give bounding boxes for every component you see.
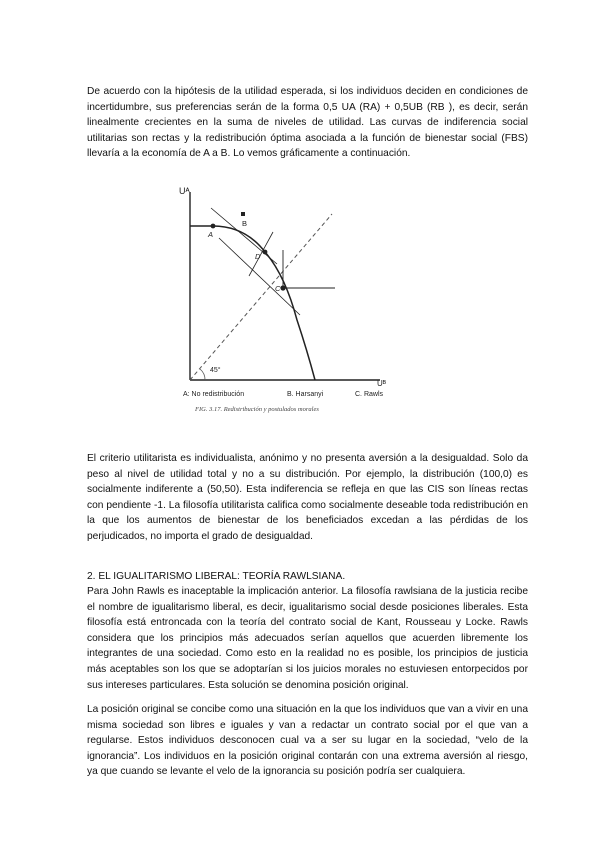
point-c-label: C [275, 284, 281, 293]
point-a-marker [211, 224, 216, 229]
legend-harsanyi: B. Harsanyi [287, 391, 324, 398]
paragraph-rawls-intro: Para John Rawls es inaceptable la implicación anterior. La filosofía rawlsiana de la justicia recibe el nombre de igualitarismo liberal, es decir, igualitarismo social desde posiciones liberales. Esta filosofía está entroncada con la teoría del contrato social de Kant, Rousseau y Locke. Rawls considera que los principios más adecuados serían aquellos que acuerden libremente los integrantes de una sociedad. Como esto en la realidad no es posible, los principios de justicia más aceptables son los que se adoptarían si los juicios morales no estuviesen entorpecidos por sus intereses particulares. Esta solución se denomina posición original. [87, 586, 528, 691]
point-b-marker [241, 212, 245, 216]
point-d-label: D [255, 252, 261, 261]
angle-label: 45° [210, 367, 221, 374]
angle-arc [200, 369, 205, 380]
x-axis-label: Uᴮ [377, 379, 387, 388]
figure-redistribution [175, 180, 405, 425]
utility-frontier-curve [190, 226, 315, 380]
tangent-line-b [211, 208, 277, 264]
figure-caption: FIG. 3.17. Redistribución y postulados morales [195, 406, 319, 413]
paragraph-original-position: La posición original se concibe como una situación en la que los individuos que van a vivir en una misma sociedad son libres e iguales y van a redactar un contrato social por el que van a regularse. Estos individuos desconocen cual va a ser su lugar en la sociedad, “velo de la ignorancia”. Los individuos en la posición original contarán con una extrema aversión al riesgo, ya que cuando se levante el velo de la ignorancia su posición podría ser cualquiera. [87, 704, 528, 778]
legend-rawls: C. Rawls [355, 391, 384, 398]
point-a-label: A [208, 230, 214, 239]
point-b-label: B [242, 219, 248, 228]
legend-no-redistribution: A: No redistribución [183, 391, 245, 398]
section-heading-rawls: 2. EL IGUALITARISMO LIBERAL: TEORÍA RAWLSIANA. [87, 571, 346, 582]
figure-svg [175, 180, 405, 425]
y-axis-label: Uᴬ [179, 186, 190, 196]
paragraph-expected-utility: De acuerdo con la hipótesis de la utilidad esperada, si los individuos deciden en condiciones de incertidumbre, sus preferencias serán de la forma 0,5 UA (RA) + 0,5UB (RB ), es decir, serán linealmente crecientes en la suma de niveles de utilidad. Las curvas de indiferencia social utilitarias son rectas y la redistribución óptima asociada a la función de bienestar social (FBS) llevaría a la economía de A a B. Lo vemos gráficamente a continuación. [87, 86, 528, 160]
point-d-marker [263, 250, 268, 255]
paragraph-utilitarian-criterion: El criterio utilitarista es individualista, anónimo y no presenta aversión a la desigualdad. Solo da peso al nivel de utilidad total y no a su distribución. Por ejemplo, la distribución (100,0) es socialmente indiferente a (50,50). Esta indiferencia se refleja en que las CIS son líneas rectas con pendiente -1. La filosofía utilitarista califica como socialmente deseable toda redistribución en la que los aumentos de bienestar de los beneficiados excedan a las pérdidas de los perjudicados, no importa el grado de desigualdad. [87, 453, 528, 542]
point-c-marker [280, 285, 285, 290]
